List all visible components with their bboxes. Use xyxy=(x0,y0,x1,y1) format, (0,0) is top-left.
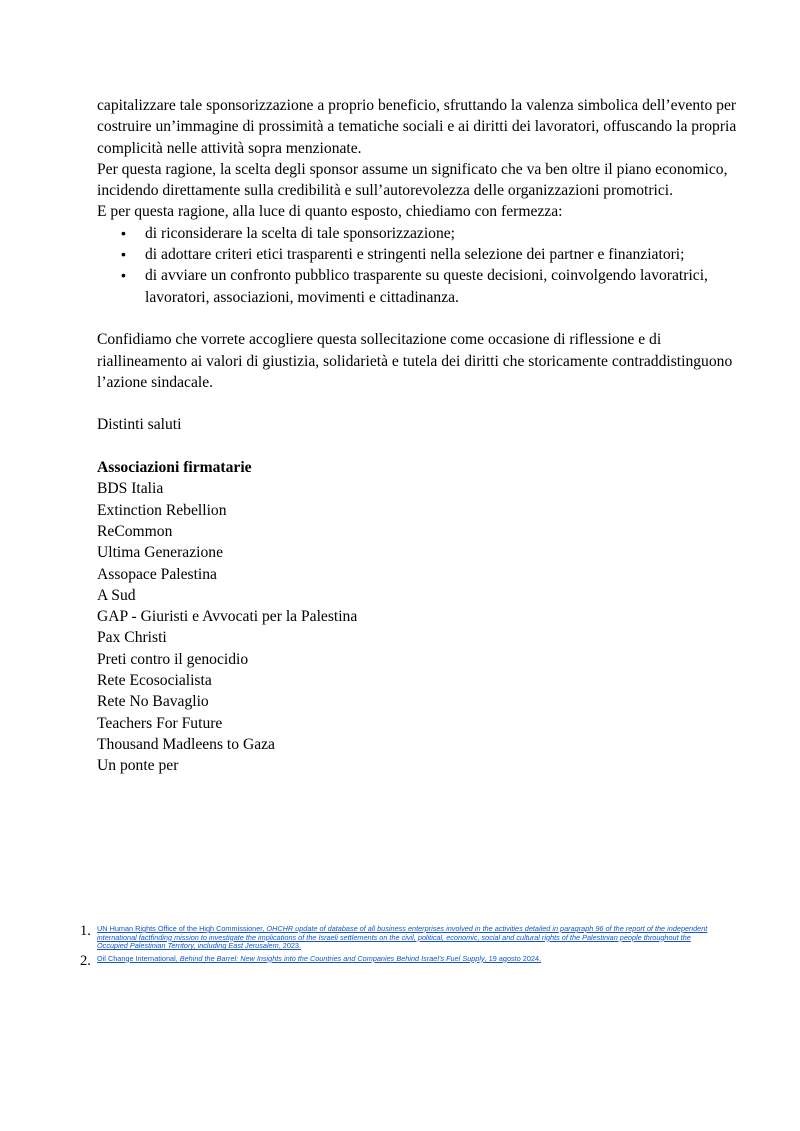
signatories-heading: Associazioni firmatarie xyxy=(97,459,252,477)
signatory-name: Pax Christi xyxy=(97,629,167,647)
requests-list xyxy=(97,223,737,308)
signatory-name: Rete No Bavaglio xyxy=(97,693,209,711)
signatory-name: Teachers For Future xyxy=(97,714,223,732)
footnote-number: 1. xyxy=(80,923,91,939)
footnote xyxy=(80,925,720,951)
signatory-name: Thousand Madleens to Gaza xyxy=(97,735,275,753)
letter-body xyxy=(97,95,737,777)
paragraph-sponsor-choice: Per questa ragione, la scelta degli sponsor assume un significato che va ben oltre il piano economico, incidendo direttamente sulla credibilità e sull’autorevolezza delle organizzazioni promotrici. xyxy=(97,160,728,200)
footnote-source[interactable]: Oil Change International, xyxy=(97,953,180,963)
signatories-list xyxy=(97,478,737,776)
salutation: Distinti saluti xyxy=(97,416,182,434)
footnote-date[interactable]: , 2023. xyxy=(278,941,302,951)
paragraph-requests-intro: E per questa ragione, alla luce di quanto esposto, chiediamo con fermezza: xyxy=(97,203,563,221)
list-item: • di riconsiderare la scelta di tale sponsorizzazione; xyxy=(97,223,737,244)
footnote xyxy=(80,952,720,969)
list-item: • di adottare criteri etici trasparenti e stringenti nella selezione dei partner e finanziatori; xyxy=(97,244,737,265)
signatory-name: Un ponte per xyxy=(97,757,179,775)
signatory-name: ReCommon xyxy=(97,522,173,540)
signatory-name: A Sud xyxy=(97,586,136,604)
paragraph-continuation: capitalizzare tale sponsorizzazione a proprio beneficio, sfruttando la valenza simbolica dell’evento per costruire un’immagine di prossimità a tematiche sociali e ai diritti dei lavoratori, offuscando la propria complicità nelle attività sopra menzionate. xyxy=(97,97,737,157)
signatory-name: Preti contro il genocidio xyxy=(97,650,249,668)
signatory-name: GAP - Giuristi e Avvocati per la Palestina xyxy=(97,608,358,626)
closing-paragraph: Confidiamo che vorrete accogliere questa sollecitazione come occasione di riflessione e di riallineamento ai valori di giustizia, solidarietà e tutela dei diritti che storicamente contraddistinguono l’azione sindacale. xyxy=(97,331,733,391)
footnote-title[interactable]: Behind the Barrel: New Insights into the Countries and Companies Behind Israel’s Fuel Supply xyxy=(179,953,485,963)
signatory-name: BDS Italia xyxy=(97,480,164,498)
footnote-link[interactable] xyxy=(97,955,541,967)
list-item: • di avviare un confronto pubblico trasparente su queste decisioni, coinvolgendo lavoratrici, lavoratori, associazioni, movimenti e cittadinanza. xyxy=(97,265,737,308)
footnote-date[interactable]: , 19 agosto 2024. xyxy=(484,953,542,963)
signatory-name: Rete Ecosocialista xyxy=(97,672,212,690)
footnote-number: 2. xyxy=(80,952,91,969)
footnote-title[interactable]: OHCHR update of database of all business enterprises involved in the activities detailed in paragraph 96 of the report of the independent international factfinding mission to investigate the implications of the Israeli settlements on the civil, political, economic, social and cultural rights of the Palestinian people throughout the Occupied Palestinian Territory, including East Jerusalem xyxy=(97,924,708,951)
signatory-name: Extinction Rebellion xyxy=(97,501,227,519)
signatory-name: Ultima Generazione xyxy=(97,544,223,562)
footnotes xyxy=(80,925,720,971)
footnote-link[interactable] xyxy=(97,925,720,951)
footnote-source[interactable]: UN Human Rights Office of the High Commissioner, xyxy=(97,924,267,933)
signatory-name: Assopace Palestina xyxy=(97,565,217,583)
